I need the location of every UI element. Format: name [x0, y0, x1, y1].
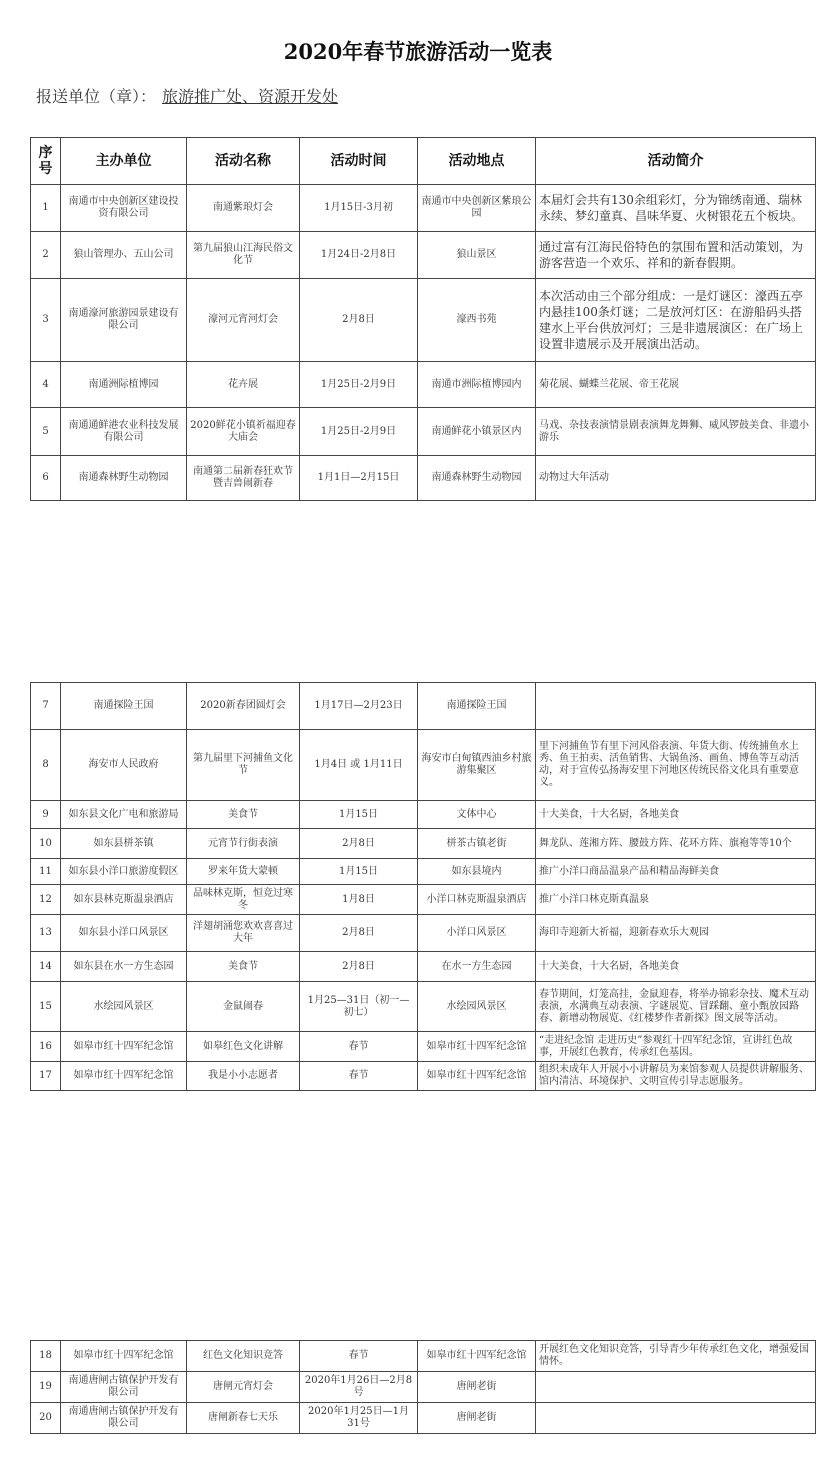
- cell-activity-location: 南通森林野生动物园: [418, 456, 536, 501]
- cell-activity-description: [536, 683, 816, 730]
- cell-activity-description: 里下河捕鱼节有里下河风俗表演、年货大街、传统捕鱼水上秀、鱼王拍卖、活鱼销售、大锅鱼汤、画鱼、博鱼等互动活动，对于宣传弘扬海安里下河地区传统民俗文化具有重要意义。: [536, 730, 816, 801]
- cell-seq: 9: [31, 801, 61, 829]
- cell-activity-time: 2020年1月26日—2月8号: [300, 1372, 418, 1403]
- cell-activity-description: 通过富有江海民俗特色的氛围布置和活动策划，为游客营造一个欢乐、祥和的新春假期。: [536, 232, 816, 279]
- cell-activity-location: 濠西书苑: [418, 279, 536, 362]
- cell-seq: 2: [31, 232, 61, 279]
- cell-activity-description: 春节期间，灯笼高挂，金鼠迎春，将举办锦彩杂技、魔术互动表演，水满典互动表演、字谜展览、冒踩翻、童小甄放园路春、新增动物展览、《红楼梦作者新探》图文展等活动。: [536, 982, 816, 1032]
- cell-activity-description: [536, 1403, 816, 1434]
- cell-activity-time: 2月8日: [300, 952, 418, 982]
- cell-activity-time: 春节: [300, 1032, 418, 1062]
- cell-seq: 5: [31, 408, 61, 456]
- cell-activity-name: 南通紫琅灯会: [187, 185, 300, 232]
- cell-seq: 16: [31, 1032, 61, 1062]
- table-row: [31, 829, 816, 859]
- cell-activity-description: 本次活动由三个部分组成：一是灯谜区：濠西五亭内悬挂100条灯谜；二是放河灯区：在游船码头搭建水上平台供放河灯；三是非遗展演区：在广场上设置非遗展示及开展演出活动。: [536, 279, 816, 362]
- activity-table-page-3: [30, 1340, 816, 1434]
- cell-activity-name: 如皋红色文化讲解: [187, 1032, 300, 1062]
- activity-table-page-1: [30, 137, 816, 501]
- table-header-row: [31, 138, 816, 185]
- cell-activity-location: 在水一方生态园: [418, 952, 536, 982]
- cell-activity-time: 1月24日-2月8日: [300, 232, 418, 279]
- cell-activity-description: 动物过大年活动: [536, 456, 816, 501]
- cell-activity-location: 如皋市红十四军纪念馆: [418, 1062, 536, 1091]
- cell-activity-time: 2月8日: [300, 915, 418, 952]
- cell-activity-location: 文体中心: [418, 801, 536, 829]
- cell-activity-description: 推广小洋口商品温泉产品和精品海鲜美食: [536, 859, 816, 885]
- cell-activity-name: 罗来年货大蒙顿: [187, 859, 300, 885]
- cell-activity-name: 唐闸元宵灯会: [187, 1372, 300, 1403]
- cell-organizer: 南通市中央创新区建设投资有限公司: [61, 185, 187, 232]
- cell-seq: 6: [31, 456, 61, 501]
- cell-activity-name: 2020新春团圆灯会: [187, 683, 300, 730]
- cell-activity-time: 1月25—31日（初一—初七）: [300, 982, 418, 1032]
- cell-activity-location: 南通鲜花小镇景区内: [418, 408, 536, 456]
- cell-activity-name: 2020鲜花小镇祈福迎春大庙会: [187, 408, 300, 456]
- table-row: [31, 362, 816, 408]
- cell-activity-name: 红色文化知识竞答: [187, 1341, 300, 1372]
- report-unit: [36, 84, 338, 107]
- cell-organizer: 南通唐闸古镇保护开发有限公司: [61, 1403, 187, 1434]
- table-row: [31, 456, 816, 501]
- cell-seq: 14: [31, 952, 61, 982]
- cell-organizer: 水绘园风景区: [61, 982, 187, 1032]
- cell-activity-location: 狼山景区: [418, 232, 536, 279]
- table-row: [31, 1372, 816, 1403]
- cell-activity-time: 1月1日—2月15日: [300, 456, 418, 501]
- cell-activity-location: 小洋口风景区: [418, 915, 536, 952]
- cell-activity-name: 美食节: [187, 952, 300, 982]
- cell-activity-description: 本届灯会共有130余组彩灯，分为锦绣南通、瑞林永续、梦幻童真、昌味华夏、火树银花五个板块。: [536, 185, 816, 232]
- cell-activity-location: 小洋口林克斯温泉酒店: [418, 885, 536, 915]
- cell-activity-time: 2月8日: [300, 279, 418, 362]
- cell-activity-name: 元宵节行街表演: [187, 829, 300, 859]
- cell-activity-location: 水绘园风景区: [418, 982, 536, 1032]
- cell-activity-time: 春节: [300, 1341, 418, 1372]
- report-unit-label: 报送单位（章）：: [36, 87, 157, 106]
- cell-organizer: 如东县林克斯温泉酒店: [61, 885, 187, 915]
- cell-activity-location: 如皋市红十四军纪念馆: [418, 1032, 536, 1062]
- table-row: [31, 801, 816, 829]
- table-row: [31, 915, 816, 952]
- cell-organizer: 南通森林野生动物园: [61, 456, 187, 501]
- cell-seq: 3: [31, 279, 61, 362]
- cell-organizer: 如皋市红十四军纪念馆: [61, 1032, 187, 1062]
- cell-activity-time: 1月15日-3月初: [300, 185, 418, 232]
- column-header: 活动简介: [536, 138, 816, 185]
- cell-organizer: 如东县小洋口风景区: [61, 915, 187, 952]
- cell-organizer: 如东县在水一方生态园: [61, 952, 187, 982]
- cell-activity-description: 海印寺迎新大祈福，迎新春欢乐大观园: [536, 915, 816, 952]
- column-header: 序号: [31, 138, 61, 185]
- cell-activity-description: 开展红色文化知识竞答，引导青少年传承红色文化，增强爱国情怀。: [536, 1341, 816, 1372]
- cell-activity-location: 唐闸老街: [418, 1403, 536, 1434]
- cell-seq: 17: [31, 1062, 61, 1091]
- cell-activity-name: 南通第二届新春狂欢节暨吉兽闹新春: [187, 456, 300, 501]
- cell-activity-description: [536, 1372, 816, 1403]
- cell-activity-description: 十大美食，十大名厨，各地美食: [536, 801, 816, 829]
- cell-activity-time: 2020年1月25日—1月31号: [300, 1403, 418, 1434]
- cell-activity-name: 濠河元宵河灯会: [187, 279, 300, 362]
- cell-activity-description: 舞龙队、莲湘方阵、腰鼓方阵、花环方阵、旗袍等等10个: [536, 829, 816, 859]
- column-header: 主办单位: [61, 138, 187, 185]
- cell-activity-time: 1月25日-2月9日: [300, 362, 418, 408]
- cell-seq: 20: [31, 1403, 61, 1434]
- table-row: [31, 1341, 816, 1372]
- cell-organizer: 如东县小洋口旅游度假区: [61, 859, 187, 885]
- cell-organizer: 南通唐闸古镇保护开发有限公司: [61, 1372, 187, 1403]
- table-row: [31, 232, 816, 279]
- cell-seq: 11: [31, 859, 61, 885]
- cell-activity-location: 南通市洲际植博园内: [418, 362, 536, 408]
- cell-activity-time: 1月17日—2月23日: [300, 683, 418, 730]
- cell-seq: 8: [31, 730, 61, 801]
- cell-organizer: 南通洲际植博园: [61, 362, 187, 408]
- cell-activity-name: 洋翅胡涌您欢欢喜喜过大年: [187, 915, 300, 952]
- cell-organizer: 南通探险王国: [61, 683, 187, 730]
- column-header: 活动名称: [187, 138, 300, 185]
- cell-activity-time: 1月4日 或 1月11日: [300, 730, 418, 801]
- cell-activity-location: 栟茶古镇老街: [418, 829, 536, 859]
- report-unit-value: 旅游推广处、资源开发处: [162, 87, 339, 106]
- table-row: [31, 982, 816, 1032]
- table-row: [31, 683, 816, 730]
- cell-seq: 13: [31, 915, 61, 952]
- cell-seq: 4: [31, 362, 61, 408]
- table-row: [31, 185, 816, 232]
- cell-activity-description: 菊花展、蝴蝶兰花展、帝王花展: [536, 362, 816, 408]
- cell-activity-time: 春节: [300, 1062, 418, 1091]
- cell-seq: 10: [31, 829, 61, 859]
- page-title: 2020年春节旅游活动一览表: [283, 39, 553, 64]
- cell-activity-time: 1月25日-2月9日: [300, 408, 418, 456]
- cell-activity-time: 1月8日: [300, 885, 418, 915]
- table-row: [31, 952, 816, 982]
- cell-organizer: 南通濠河旅游园景建设有限公司: [61, 279, 187, 362]
- column-header: 活动地点: [418, 138, 536, 185]
- cell-activity-location: 海安市白甸镇西油乡村旅游集聚区: [418, 730, 536, 801]
- cell-activity-description: “走进纪念馆 走进历史”参观红十四军纪念馆，宣讲红色故事，开展红色教育，传承红色基因。: [536, 1032, 816, 1062]
- cell-organizer: 狼山管理办、五山公司: [61, 232, 187, 279]
- cell-activity-name: 我是小小志愿者: [187, 1062, 300, 1091]
- cell-seq: 1: [31, 185, 61, 232]
- cell-activity-name: 花卉展: [187, 362, 300, 408]
- cell-activity-description: 十大美食，十大名厨，各地美食: [536, 952, 816, 982]
- cell-activity-location: 唐闸老街: [418, 1372, 536, 1403]
- cell-activity-name: 品味林克斯，恒竞过寒冬: [187, 885, 300, 915]
- cell-seq: 15: [31, 982, 61, 1032]
- table-row: [31, 279, 816, 362]
- cell-seq: 18: [31, 1341, 61, 1372]
- cell-activity-description: 组织未成年人开展小小讲解员为来馆参观人员提供讲解服务、馆内清洁、环境保护、文明宣传引导志愿服务。: [536, 1062, 816, 1091]
- cell-activity-location: 南通市中央创新区紫琅公园: [418, 185, 536, 232]
- cell-seq: 7: [31, 683, 61, 730]
- cell-organizer: 海安市人民政府: [61, 730, 187, 801]
- cell-organizer: 如东县文化广电和旅游局: [61, 801, 187, 829]
- cell-seq: 12: [31, 885, 61, 915]
- table-row: [31, 730, 816, 801]
- activity-table-page-2: [30, 682, 816, 1091]
- table-row: [31, 1032, 816, 1062]
- table-row: [31, 859, 816, 885]
- cell-activity-description: 推广小洋口林克斯真温泉: [536, 885, 816, 915]
- cell-activity-name: 唐闸新春七天乐: [187, 1403, 300, 1434]
- column-header: 活动时间: [300, 138, 418, 185]
- cell-activity-location: 如皋市红十四军纪念馆: [418, 1341, 536, 1372]
- cell-activity-name: 美食节: [187, 801, 300, 829]
- cell-organizer: 如皋市红十四军纪念馆: [61, 1341, 187, 1372]
- table-row: [31, 1062, 816, 1091]
- cell-activity-time: 1月15日: [300, 859, 418, 885]
- cell-activity-location: 南通探险王国: [418, 683, 536, 730]
- table-row: [31, 1403, 816, 1434]
- cell-organizer: 如皋市红十四军纪念馆: [61, 1062, 187, 1091]
- table-row: [31, 408, 816, 456]
- cell-activity-description: 马戏、杂技表演情景剧表演舞龙舞狮、威风锣鼓美食、非遗小游乐: [536, 408, 816, 456]
- cell-activity-name: 第九届里下河捕鱼文化节: [187, 730, 300, 801]
- cell-activity-name: 第九届狼山江海民俗文化节: [187, 232, 300, 279]
- cell-activity-location: 如东县境内: [418, 859, 536, 885]
- cell-organizer: 如东县栟茶镇: [61, 829, 187, 859]
- cell-organizer: 南通通鲜港农业科技发展有限公司: [61, 408, 187, 456]
- cell-activity-time: 1月15日: [300, 801, 418, 829]
- cell-activity-name: 金鼠闹春: [187, 982, 300, 1032]
- cell-seq: 19: [31, 1372, 61, 1403]
- table-row: [31, 885, 816, 915]
- cell-activity-time: 2月8日: [300, 829, 418, 859]
